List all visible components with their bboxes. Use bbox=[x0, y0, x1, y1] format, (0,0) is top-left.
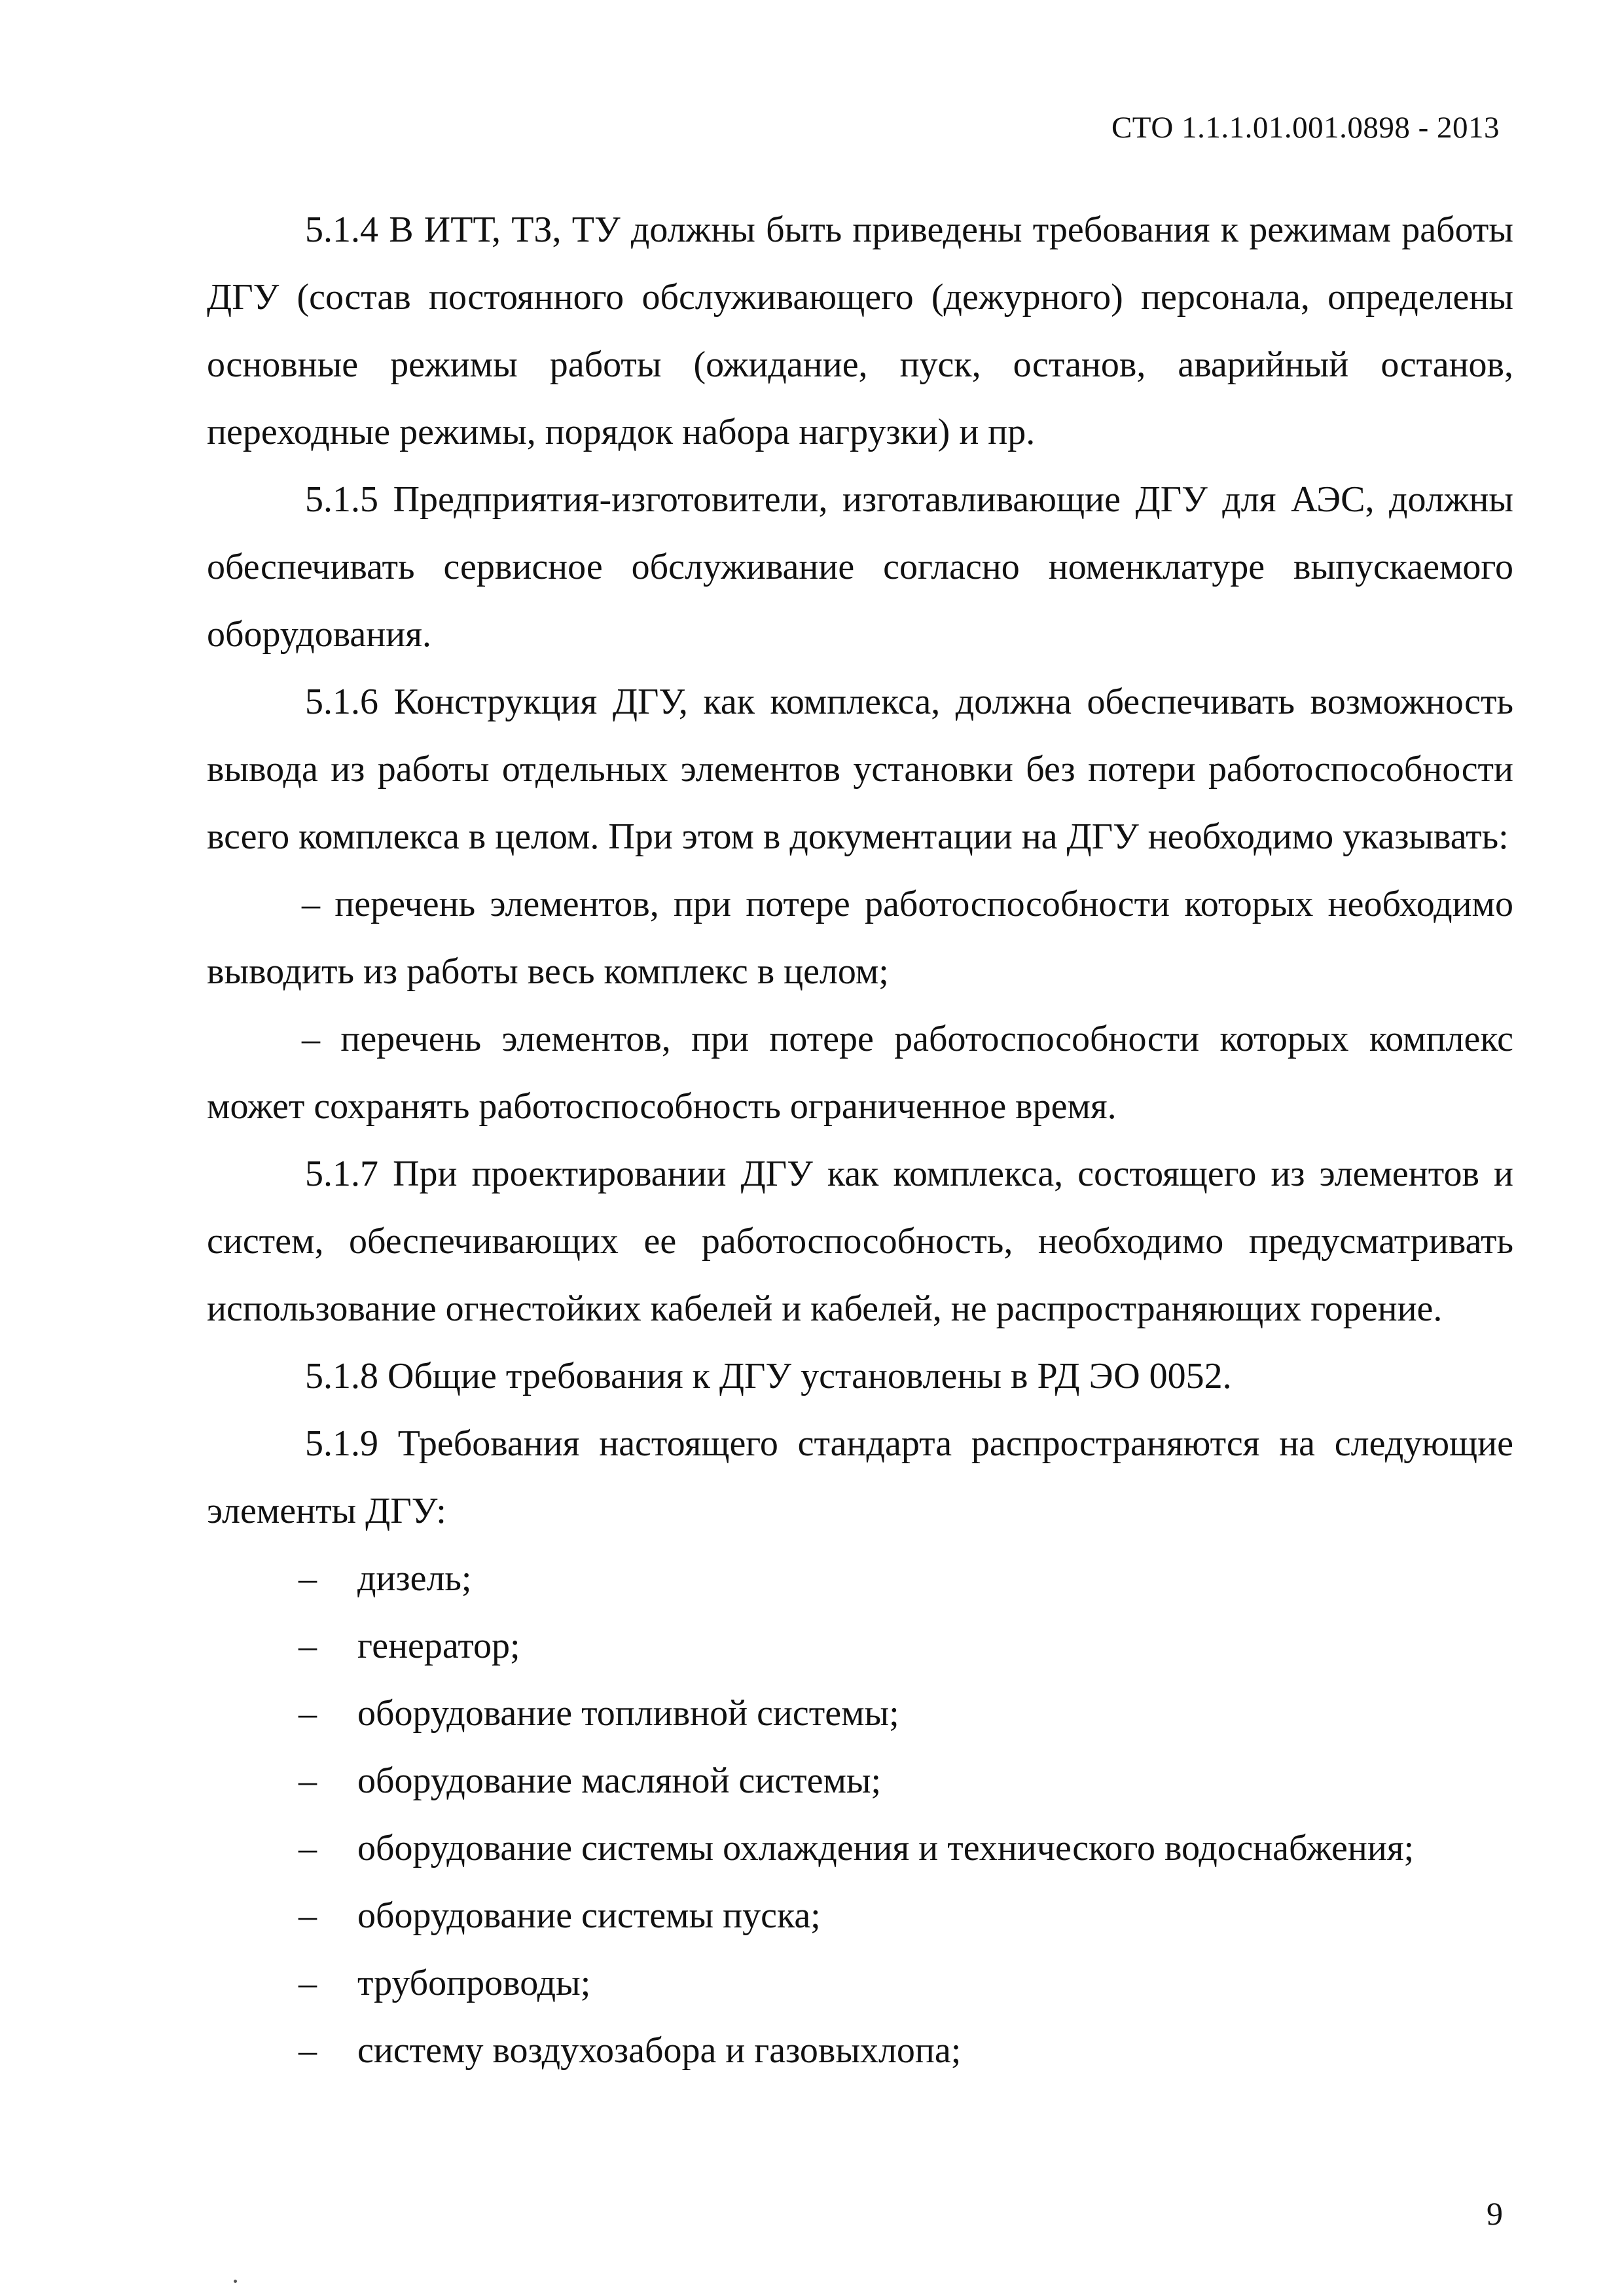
list-item bbox=[207, 1545, 1513, 1613]
element-list bbox=[207, 1545, 1513, 2085]
dash-marker: – bbox=[298, 1558, 317, 1599]
paragraph-5-1-5: 5.1.5 Предприятия-изготовители, изготавливающие ДГУ для АЭС, должны обеспечивать сервисное обслуживание согласно номенклатуре выпускаемого оборудования. bbox=[207, 479, 1513, 655]
paragraph-5-1-7: 5.1.7 При проектировании ДГУ как комплекса, состоящего из элементов и систем, обеспечивающих ее работоспособность, необходимо предусматривать использование огнестойких кабелей и кабелей, не распространяющих горение. bbox=[207, 1154, 1513, 1329]
dash-marker: – bbox=[298, 1963, 317, 2003]
page-body bbox=[207, 196, 1513, 2085]
paragraph-5-1-8: 5.1.8 Общие требования к ДГУ установлены в РД ЭО 0052. bbox=[305, 1356, 1232, 1396]
list-item bbox=[207, 2017, 1513, 2085]
list-item bbox=[207, 1815, 1513, 1882]
list-item-text: оборудование системы пуска; bbox=[357, 1895, 821, 1936]
dash-marker: – bbox=[298, 2030, 317, 2071]
paragraph-5-1-6-item: – перечень элементов, при потере работоспособности которых комплекс может сохранять работоспособность ограниченное время. bbox=[207, 1019, 1513, 1127]
list-item bbox=[207, 1613, 1513, 1680]
list-item-text: систему воздухозабора и газовыхлопа; bbox=[357, 2030, 962, 2071]
document-code-header: СТО 1.1.1.01.001.0898 - 2013 bbox=[1111, 111, 1500, 145]
page-number: 9 bbox=[1487, 2195, 1503, 2232]
list-item bbox=[207, 1950, 1513, 2017]
list-item-text: генератор; bbox=[357, 1626, 520, 1666]
list-item-text: оборудование системы охлаждения и технического водоснабжения; bbox=[357, 1828, 1415, 1868]
paragraph-5-1-6: 5.1.6 Конструкция ДГУ, как комплекса, должна обеспечивать возможность вывода из работы отдельных элементов установки без потери работоспособности всего комплекса в целом. При этом в документации на ДГУ необходимо указывать: bbox=[207, 682, 1513, 857]
list-item-text: трубопроводы; bbox=[357, 1963, 591, 2003]
list-item-text: оборудование масляной системы; bbox=[357, 1760, 882, 1801]
dash-marker: – bbox=[298, 1828, 317, 1868]
paragraph-5-1-9: 5.1.9 Требования настоящего стандарта распространяются на следующие элементы ДГУ: bbox=[207, 1423, 1513, 1531]
dash-marker: – bbox=[298, 1626, 317, 1666]
list-item bbox=[207, 1882, 1513, 1950]
dash-marker: – bbox=[298, 1693, 317, 1734]
scan-speck bbox=[234, 2280, 237, 2283]
list-item-text: дизель; bbox=[357, 1558, 472, 1599]
paragraph-5-1-4: 5.1.4 В ИТТ, ТЗ, ТУ должны быть приведены требования к режимам работы ДГУ (состав постоянного обслуживающего (дежурного) персонала, определены основные режимы работы (ожидание, пуск, останов, аварийный останов, переходные режимы, порядок набора нагрузки) и пр. bbox=[207, 210, 1513, 452]
dash-marker: – bbox=[298, 1895, 317, 1936]
list-item-text: оборудование топливной системы; bbox=[357, 1693, 899, 1734]
list-item bbox=[207, 1680, 1513, 1747]
dash-marker: – bbox=[298, 1760, 317, 1801]
paragraph-5-1-6-item: – перечень элементов, при потере работоспособности которых необходимо выводить из работы весь комплекс в целом; bbox=[207, 884, 1513, 992]
list-item bbox=[207, 1747, 1513, 1815]
